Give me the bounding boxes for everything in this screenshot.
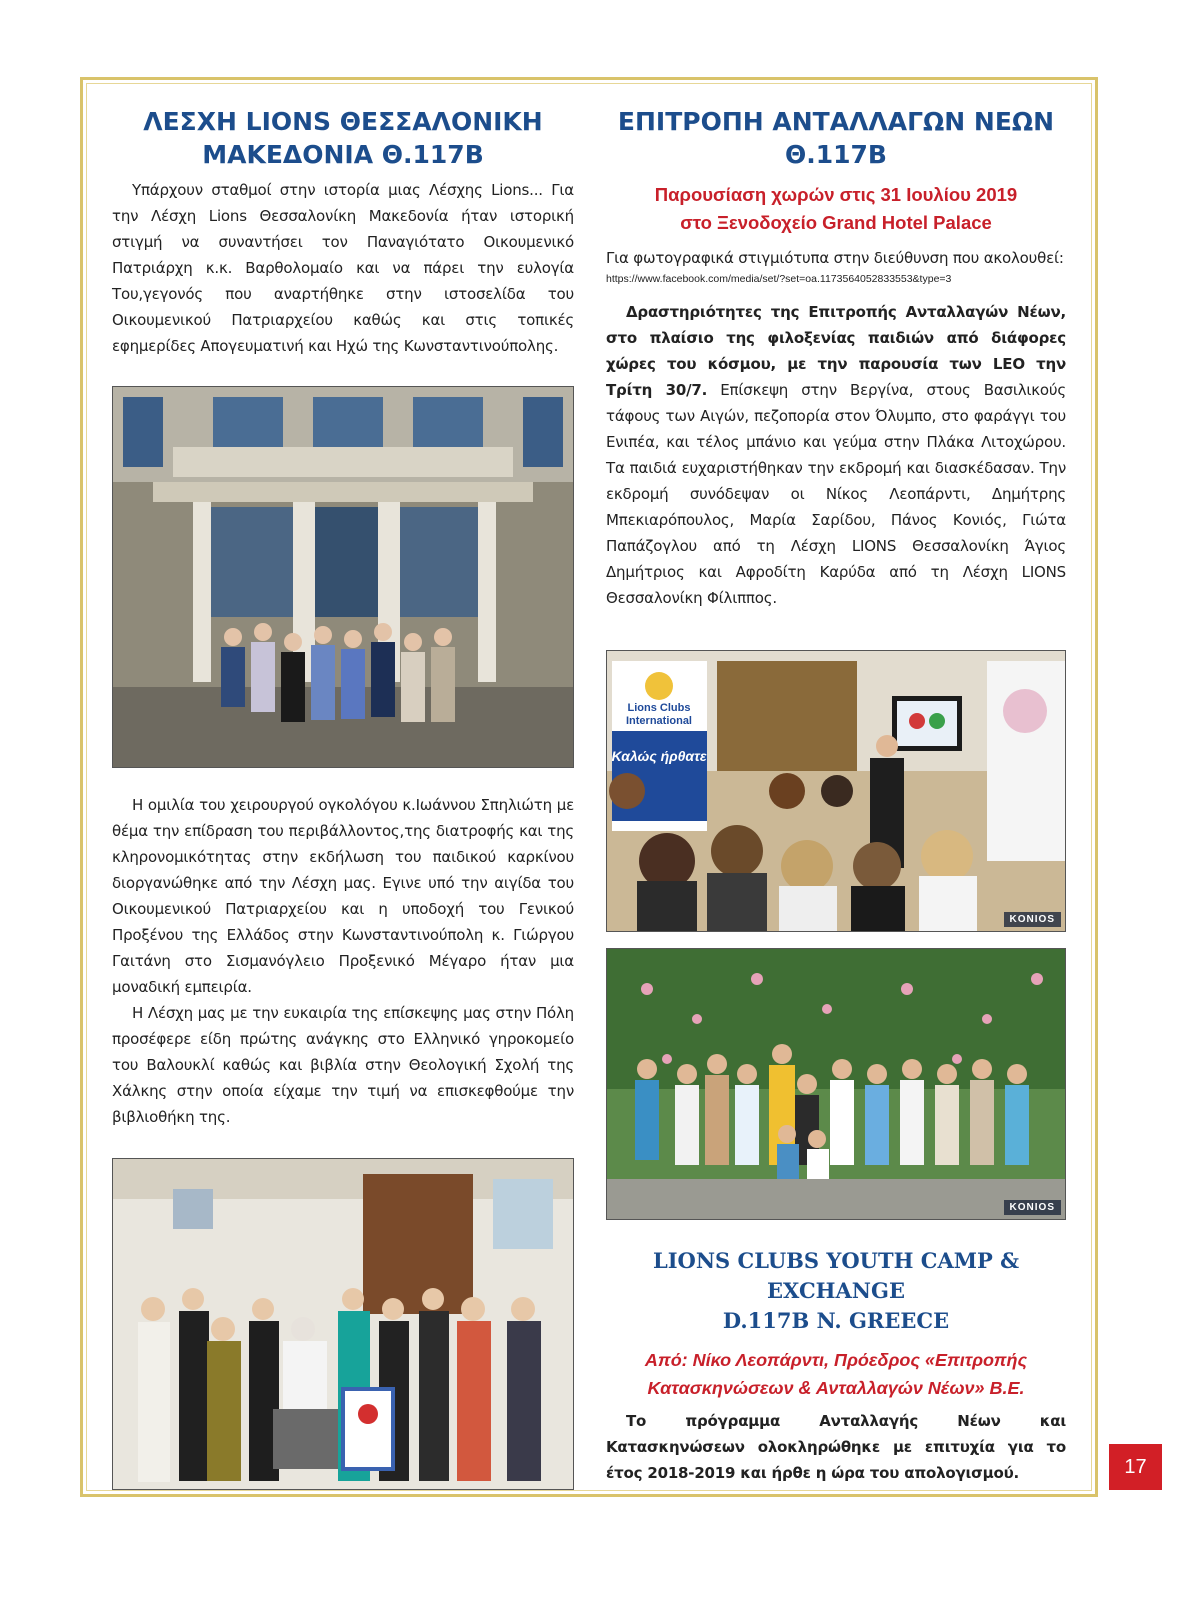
right-activities-bold: Δραστηριότητες της Επιτροπής Ανταλλαγών Νέων, στο πλαίσιο της φιλοξενίας παιδιών από διάφορες χώρες του κόσμου, με την παρουσία των LEO την Τρίτη 30/7.: [606, 303, 1066, 399]
right-article-title: [606, 105, 1066, 171]
left-title-line1: ΛΕΣΧΗ LIONS ΘΕΣΣΑΛΟΝΙΚΗ: [143, 107, 543, 136]
left-column-lower: [112, 792, 574, 1130]
right-column: [606, 105, 1066, 611]
right-title-line1: ΕΠΙΤΡΟΠΗ ΑΝΤΑΛΛΑΓΩΝ ΝΕΩΝ: [617, 107, 1055, 136]
right-subtitle-line1: Παρουσίαση χωρών στις 31 Ιουλίου 2019: [654, 184, 1018, 205]
left-article-title: [112, 105, 574, 171]
camp-title-line2: D.117B N. GREECE: [722, 1308, 950, 1333]
camp-title: [606, 1246, 1066, 1336]
slide-banner-line2: International: [625, 715, 693, 727]
photo-credit-2: KONIOS: [1004, 1200, 1061, 1215]
right-subtitle-line2: στο Ξενοδοχείο Grand Hotel Palace: [680, 212, 992, 233]
left-paragraph-2: Η ομιλία του χειρουργού ογκολόγου κ.Ιωάννου Σπηλιώτη με θέμα την επίδραση του περιβάλλοντος,της διατροφής και της κληρονομικότητας στην εκδήλωση του παιδικού καρκίνου διοργανώθηκε από την Λέσχη μας. Εγινε υπό την αιγίδα του Οικουμενικού Πατριαρχείου και η υποδοχή του Γενικού Προξένου της Ελλάδος στην Κωνσταντινούπολη κ. Γιώργου Γαιτάνη στο Σισμανόγλειο Προξενικό Μέγαρο ήταν μια μοναδική εμπειρία.: [112, 796, 574, 996]
page-number: 17: [1109, 1444, 1162, 1490]
left-paragraph-1: Υπάρχουν σταθμοί στην ιστορία μιας Λέσχης Lions... Για την Λέσχη Lions Θεσσαλονίκη Μακεδονία ήταν ιστορική στιγμή να συναντήσει τον Παναγιότατο Οικουμενικό Πατριάρχη κ.κ. Βαρθολομαίο και να πάρει την ευλογία Του,γεγονός που αναρτήθηκε στην ιστοσελίδα του Οικουμενικού Πατριαρχείου καθώς και στις τοπικές εφημερίδες Απογευματινή και Ηχώ της Κωνσταντινούπολης.: [112, 181, 574, 355]
photo-donation-group: [112, 1158, 574, 1490]
right-column-lower: [606, 1246, 1066, 1486]
camp-author: [606, 1346, 1066, 1402]
slide-banner-greeting: Καλώς ήρθατε: [611, 748, 707, 764]
right-activities-paragraph: [606, 299, 1066, 611]
right-title-line2: Θ.117Β: [785, 140, 887, 169]
camp-author-line1: Από: Νίκο Λεοπάρντι, Πρόεδρος «Επιτροπής: [644, 1350, 1028, 1370]
slide-banner-line1: Lions Clubs: [627, 702, 691, 714]
photo-credit-1: KONIOS: [1004, 912, 1061, 927]
right-intro: Για φωτογραφικά στιγμιότυπα στην διεύθυνση που ακολουθεί:: [606, 249, 1064, 267]
left-column: [112, 105, 574, 359]
camp-title-line1: LIONS CLUBS YOUTH CAMP & EXCHANGE: [652, 1248, 1020, 1303]
photo-building-group: [112, 386, 574, 768]
right-activities-text: Επίσκεψη στην Βεργίνα, στους Βασιλικούς τάφους των Αιγών, πεζοπορία στον Όλυμπο, στο φαράγγι του Ενιπέα, και τέλος μπάνιο και γεύμα στην Πλάκα Λιτοχώρου. Τα παιδιά ευχαριστήθηκαν την εκδρομή και διασκέδασαν. Την εκδρομή συνόδεψαν οι Νίκος Λεοπάρντι, Δημήτρης Μπεκιαρόπουλος, Μαρία Σαρίδου, Πάνος Κονιός, Γιώτα Παπάζογλου από τη Λέσχη LIONS Θεσσαλονίκη Άγιος Δημήτριος και Αφροδίτη Καρύδα από τη Λέσχη LIONS Θεσσαλονίκη Φίλιππος.: [606, 381, 1066, 607]
facebook-link[interactable]: https://www.facebook.com/media/set/?set=oa.1173564052833553&type=3: [606, 273, 952, 285]
photo-presentation: [606, 650, 1066, 932]
camp-author-line2: Κατασκηνώσεων & Ανταλλαγών Νέων» Β.Ε.: [647, 1378, 1025, 1398]
left-paragraph-3: Η Λέσχη μας με την ευκαιρία της επίσκεψης μας στην Πόλη προσέφερε είδη πρώτης ανάγκης στο Ελληνικό γηροκομείο του Βαλουκλί καθώς και βιβλία στην Θεολογική Σχολή της Χάλκης στην οποία είχαμε την τιμή να επισκεφθούμε την βιβλιοθήκη της.: [112, 1004, 574, 1126]
camp-intro-text: Το πρόγραμμα Ανταλλαγής Νέων και Κατασκηνώσεων ολοκληρώθηκε με επιτυχία για το έτος 2018-2019 και ήρθε η ώρα του απολογισμού.: [606, 1412, 1066, 1482]
left-title-line2: ΜΑΚΕΔΟΝΙΑ Θ.117Β: [202, 140, 484, 169]
photo-outdoor-group: [606, 948, 1066, 1220]
right-subtitle: [606, 181, 1066, 237]
